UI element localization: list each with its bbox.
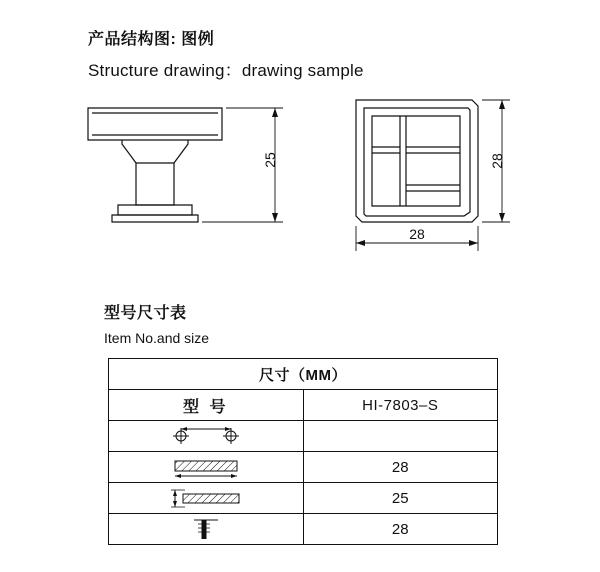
knob-side-view-shape (88, 108, 222, 222)
table-row (109, 452, 498, 483)
table-title-en: Item No.and size (104, 330, 210, 346)
top-view-width-value: 28 (409, 226, 425, 242)
side-view-height-value: 25 (262, 152, 278, 168)
row-value-screw: 28 (303, 514, 498, 545)
table-row-header (109, 359, 498, 390)
table-row (109, 483, 498, 514)
drawing-svg (0, 85, 600, 275)
hole-spacing-icon-svg (167, 423, 245, 449)
table-row (109, 514, 498, 545)
table-title-cn: 型号尺寸表 (104, 305, 187, 322)
width-icon (109, 452, 304, 483)
spec-table (108, 358, 498, 545)
width-icon-svg (163, 454, 249, 480)
height-icon-svg (163, 485, 249, 511)
row-value-model: HI-7803–S (303, 390, 498, 421)
row-value-width: 28 (303, 452, 498, 483)
row-label-model: 型 号 (109, 390, 304, 421)
screw-icon (109, 514, 304, 545)
table-header-size: 尺寸（MM） (109, 359, 498, 390)
row-value-height: 25 (303, 483, 498, 514)
structure-drawing (0, 85, 600, 275)
page-title-en: Structure drawing：drawing sample (88, 61, 364, 80)
hole-spacing-icon (109, 421, 304, 452)
screw-icon-svg (176, 515, 236, 543)
top-view-height-value: 28 (489, 153, 505, 169)
table-row (109, 390, 498, 421)
knob-top-view-shape (356, 100, 478, 222)
table-row (109, 421, 498, 452)
height-icon (109, 483, 304, 514)
row-value-hole-spacing (303, 421, 498, 452)
page-title-cn: 产品结构图: 图例 (88, 31, 215, 48)
